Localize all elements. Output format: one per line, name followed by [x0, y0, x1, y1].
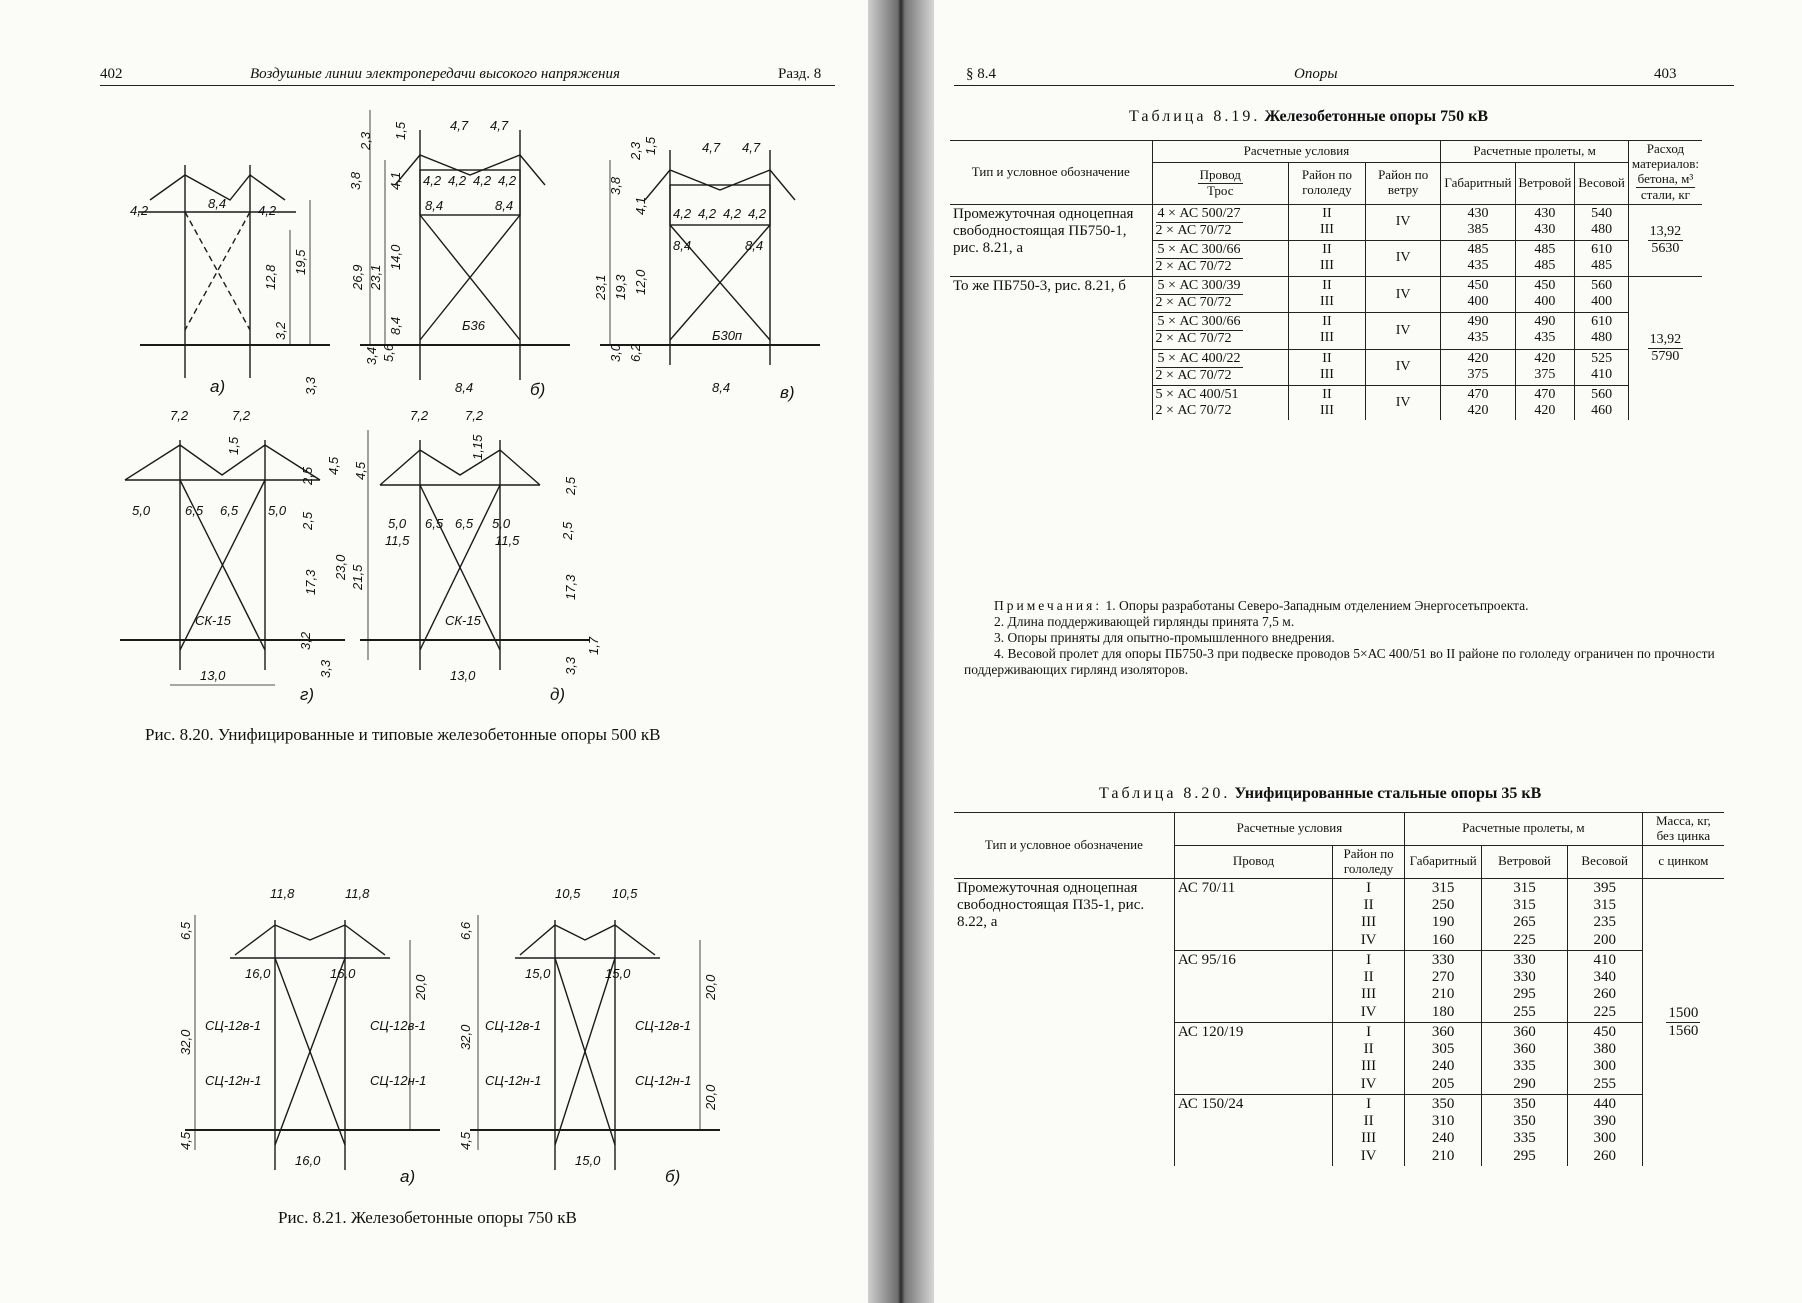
type-cell: Промежуточная одноцепная свободностоящая ПБ750-1, рис. 8.21, а: [950, 204, 1152, 276]
col-type: Тип и условное обозначение: [950, 141, 1152, 205]
figure-tag: б): [665, 1167, 681, 1186]
ice-cell: II III: [1289, 349, 1366, 385]
dim: 3,8: [348, 171, 363, 190]
dim: 1,7: [586, 636, 601, 655]
wind-cell: IV: [1365, 277, 1440, 313]
cable-value: 2 × АС 70/72: [1155, 402, 1232, 418]
table-number: Таблица 8.19.: [1129, 108, 1261, 125]
notes-label: Примечания:: [994, 598, 1103, 613]
dim: 8,4: [673, 238, 692, 253]
diagram-label: СЦ-12в-1: [370, 1018, 426, 1033]
weight-span-cell: 410 340 260 225: [1567, 950, 1642, 1022]
dim: 4,2: [130, 203, 149, 218]
weight-span-cell: 560 400: [1575, 277, 1629, 313]
col-ice: Район по гололеду: [1289, 163, 1366, 205]
wire-cell: АС 95/16: [1174, 950, 1332, 1022]
ice-cell: II III: [1289, 385, 1366, 420]
material-cell: [1628, 277, 1702, 420]
note: 3. Опоры приняты для опытно-промышленного внедрения.: [994, 630, 1335, 645]
dim: 6,5: [455, 516, 474, 531]
gab-cell: 420 375: [1441, 349, 1515, 385]
header-rule: [954, 85, 1734, 86]
dim: 23,1: [593, 274, 608, 300]
gab-cell: 330 270 210 180: [1405, 950, 1482, 1022]
steel-value: 5790: [1651, 349, 1680, 364]
gab-cell: 485 435: [1441, 240, 1515, 276]
wind-cell: IV: [1365, 385, 1440, 420]
wind-cell: IV: [1365, 349, 1440, 385]
weight-span-cell: 440 390 300 260: [1567, 1094, 1642, 1166]
dim: 10,5: [612, 886, 638, 901]
wind-cell: IV: [1365, 313, 1440, 349]
page-number: 402: [100, 66, 123, 82]
dim: 3,3: [318, 659, 333, 678]
cable-value: 2 × АС 70/72: [1155, 259, 1232, 275]
dim: 4,5: [458, 1131, 473, 1150]
dim: 7,2: [465, 408, 484, 423]
dim: 4,2: [423, 173, 442, 188]
weight-span-cell: 525 410: [1575, 349, 1629, 385]
dim: 8,4: [208, 196, 227, 211]
dim: 3,2: [298, 631, 313, 650]
col-gab: Габаритный: [1405, 845, 1482, 878]
dim: 4,1: [388, 171, 403, 190]
ice-cell: II III: [1289, 240, 1366, 276]
dim: 2,5: [300, 511, 315, 530]
wind-span-cell: 430 430: [1515, 204, 1575, 240]
dim: 8,4: [495, 198, 514, 213]
dim: 4,2: [673, 206, 692, 221]
wire-cell: АС 150/24: [1174, 1094, 1332, 1166]
wire-cell: [1152, 277, 1288, 313]
weight-span-cell: 560 460: [1575, 385, 1629, 420]
table-8-19-caption: [1129, 108, 1488, 126]
table-row: [950, 277, 1702, 313]
dim: 3,2: [273, 321, 288, 340]
note: 1. Опоры разработаны Северо-Западным отделением Энергосетьпроекта.: [1105, 598, 1529, 613]
weight-span-cell: 450 380 300 255: [1567, 1022, 1642, 1094]
dim: 21,5: [350, 564, 365, 590]
gab-cell: 360 305 240 205: [1405, 1022, 1482, 1094]
dim: 8,4: [425, 198, 444, 213]
dim: 20,0: [703, 1084, 718, 1110]
wire-value: 4 × АС 500/27: [1156, 206, 1243, 223]
wind-span-cell: 450 400: [1515, 277, 1575, 313]
weight-span-cell: 610 480: [1575, 313, 1629, 349]
dim: 12,8: [263, 264, 278, 290]
wire-cell: [1152, 313, 1288, 349]
wire-value: 5 × АС 300/39: [1156, 278, 1243, 295]
col-wire-label: Провод: [1199, 166, 1241, 182]
dim: 11,8: [270, 886, 295, 901]
wire-value: 5 × АС 400/51: [1155, 386, 1239, 402]
concrete-value: 13,92: [1648, 332, 1684, 349]
table-row: [954, 878, 1724, 950]
col-mass: [1642, 813, 1724, 846]
figure-8-20: [0, 100, 868, 820]
dim: 4,5: [178, 1131, 193, 1150]
dim: 4,7: [490, 118, 509, 133]
wire-cell: АС 120/19: [1174, 1022, 1332, 1094]
col-material: [1628, 141, 1702, 205]
dim: 8,4: [745, 238, 764, 253]
wire-value: 5 × АС 300/66: [1156, 314, 1243, 331]
dim: 7,2: [232, 408, 251, 423]
table-title: Унифицированные стальные опоры 35 кВ: [1234, 785, 1542, 802]
wind-span-cell: 470 420: [1515, 385, 1575, 420]
material-cell: [1628, 204, 1702, 276]
wind-span-cell: 350 350 335 295: [1482, 1094, 1567, 1166]
dim: 15,0: [575, 1153, 601, 1168]
dim: 17,3: [563, 574, 578, 600]
wire-value: 5 × АС 400/22: [1156, 351, 1243, 368]
table-8-19: [950, 140, 1702, 420]
dim: 7,2: [410, 408, 429, 423]
dim: 4,7: [450, 118, 469, 133]
tower-diagram-d: [350, 408, 601, 704]
dim: 4,2: [258, 203, 277, 218]
header-rule: [100, 85, 835, 86]
col-conditions: Расчетные условия: [1174, 813, 1404, 846]
dim: 4,2: [498, 173, 517, 188]
gab-cell: 470 420: [1441, 385, 1515, 420]
table-notes: [964, 598, 1734, 678]
concrete-value: 13,92: [1648, 224, 1684, 241]
ice-cell: I II III IV: [1333, 1094, 1405, 1166]
col-gab: Габаритный: [1441, 163, 1515, 205]
col-without-zinc: без цинка: [1656, 827, 1711, 843]
col-steel: стали, кг: [1640, 186, 1690, 202]
note: 4. Весовой пролет для опоры ПБ750-3 при подвеске проводов 5×АС 400/51 во II районе по гололеду ограничен по прочности поддерживающих гирлянд изоляторов.: [964, 646, 1715, 677]
wind-span-cell: 420 375: [1515, 349, 1575, 385]
cable-value: 2 × АС 70/72: [1155, 331, 1232, 347]
weight-span-cell: 540 480: [1575, 204, 1629, 240]
dim: 17,3: [303, 569, 318, 595]
figure-tag: а): [210, 377, 226, 396]
dim: 2,5: [563, 476, 578, 495]
figure-tag: а): [400, 1167, 416, 1186]
dim: 3,0: [608, 343, 623, 362]
dim: 1,5: [393, 121, 408, 140]
cable-value: 2 × АС 70/72: [1155, 222, 1232, 238]
tower-diagram-b: [458, 886, 720, 1186]
dim: 15,0: [605, 966, 631, 981]
cable-value: 2 × АС 70/72: [1155, 295, 1232, 311]
col-mass-label: Масса, кг,: [1655, 813, 1711, 828]
dim: 13,0: [450, 668, 476, 683]
dim: 8,4: [388, 316, 403, 335]
figure-8-21: [0, 880, 868, 1210]
note: 2. Длина поддерживающей гирлянды принята 7,5 м.: [994, 614, 1295, 629]
wind-span-cell: 315 315 265 225: [1482, 878, 1567, 950]
dim: 20,0: [703, 974, 718, 1000]
page-number: 403: [1654, 66, 1677, 82]
dim: 5,0: [388, 516, 407, 531]
ice-cell: II III: [1289, 313, 1366, 349]
figure-caption-8-20: Рис. 8.20. Унифицированные и типовые железобетонные опоры 500 кВ: [145, 725, 661, 744]
weight-span-cell: 395 315 235 200: [1567, 878, 1642, 950]
figure-caption-8-21: Рис. 8.21. Железобетонные опоры 750 кВ: [278, 1208, 577, 1227]
col-ice: Район по гололеду: [1333, 845, 1405, 878]
dim: 6,5: [220, 503, 239, 518]
table-8-20-caption: [1099, 785, 1541, 803]
diagram-label: СК-15: [445, 613, 481, 628]
dim: 8,4: [712, 380, 731, 395]
mass-cell: [1642, 878, 1724, 1166]
type-cell: То же ПБ750-3, рис. 8.21, б: [950, 277, 1152, 420]
table-number: Таблица 8.20.: [1099, 785, 1231, 802]
wire-value: 5 × АС 300/66: [1156, 242, 1243, 259]
mass-without-value: 1500: [1666, 1005, 1700, 1023]
dim: 13,0: [200, 668, 226, 683]
left-page: [0, 0, 868, 1303]
col-concrete: бетона, м³: [1637, 170, 1694, 186]
table-title: Железобетонные опоры 750 кВ: [1264, 108, 1489, 125]
dim: 11,5: [495, 533, 520, 548]
col-wind-span: Ветровой: [1515, 163, 1575, 205]
dim: 2,5: [560, 521, 575, 540]
dim: 4,2: [723, 206, 742, 221]
dim: 5,0: [492, 516, 511, 531]
wind-span-cell: 360 360 335 290: [1482, 1022, 1567, 1094]
gab-cell: 490 435: [1441, 313, 1515, 349]
dim: 15,0: [525, 966, 551, 981]
ice-cell: II III: [1289, 277, 1366, 313]
dim: 23,1: [368, 264, 383, 290]
dim: 4,5: [326, 456, 341, 475]
dim: 5,6: [381, 343, 396, 362]
col-cable-label: Трос: [1206, 182, 1234, 198]
dim: 6,6: [458, 921, 473, 940]
dim: 19,5: [293, 249, 308, 275]
ice-cell: I II III IV: [1333, 878, 1405, 950]
dim: 16,0: [245, 966, 271, 981]
wire-cell: [1152, 204, 1288, 240]
col-material-label: Расход материалов:: [1631, 141, 1699, 171]
note-line: [964, 598, 1734, 614]
dim: 14,0: [388, 244, 403, 270]
dim: 4,2: [448, 173, 467, 188]
table-8-20: [954, 812, 1724, 1166]
dim: 8,4: [455, 380, 474, 395]
wind-span-cell: 330 330 295 255: [1482, 950, 1567, 1022]
dim: 4,1: [633, 196, 648, 215]
dim: 16,0: [295, 1153, 321, 1168]
dim: 2,3: [358, 131, 373, 150]
dim: 12,0: [633, 269, 648, 295]
running-title: Воздушные линии электропередачи высокого напряжения: [250, 66, 620, 82]
section-label: Разд. 8: [778, 66, 822, 82]
running-title: Опоры: [1294, 66, 1338, 82]
dim: 5,0: [132, 503, 151, 518]
dim: 11,8: [345, 886, 370, 901]
gab-cell: 450 400: [1441, 277, 1515, 313]
dim: 4,7: [742, 140, 761, 155]
dim: 6,5: [185, 503, 204, 518]
dim: 1,5: [643, 136, 658, 155]
dim: 4,2: [748, 206, 767, 221]
figure-tag: г): [300, 685, 315, 704]
col-type: Тип и условное обозначение: [954, 813, 1174, 879]
dim: 6,2: [628, 343, 643, 362]
weight-span-cell: 610 485: [1575, 240, 1629, 276]
tower-diagram-g: [120, 408, 348, 704]
col-weight-span: Весовой: [1575, 163, 1629, 205]
mass-with-value: 1560: [1668, 1022, 1699, 1039]
wire-cell: АС 70/11: [1174, 878, 1332, 950]
gab-cell: 430 385: [1441, 204, 1515, 240]
dim: 32,0: [178, 1029, 193, 1055]
dim: 19,3: [613, 274, 628, 300]
dim: 7,2: [170, 408, 189, 423]
dim: 23,0: [333, 554, 348, 580]
col-wind-span: Ветровой: [1482, 845, 1567, 878]
ice-cell: I II III IV: [1333, 1022, 1405, 1094]
dim: 2,3: [628, 141, 643, 160]
diagram-label: СЦ-12н-1: [205, 1073, 262, 1088]
col-wire: Провод: [1174, 845, 1332, 878]
wind-cell: IV: [1365, 204, 1440, 240]
dim: 1,15: [470, 434, 485, 460]
book-gutter: [868, 0, 934, 1303]
wire-cell: [1152, 240, 1288, 276]
col-wind: Район по ветру: [1365, 163, 1440, 205]
ice-cell: II III: [1289, 204, 1366, 240]
diagram-label: СЦ-12в-1: [205, 1018, 261, 1033]
steel-value: 5630: [1651, 240, 1680, 256]
dim: 6,5: [178, 921, 193, 940]
diagram-label: СК-15: [195, 613, 231, 628]
ice-cell: I II III IV: [1333, 950, 1405, 1022]
dim: 3,8: [608, 176, 623, 195]
col-spans: Расчетные пролеты, м: [1405, 813, 1643, 846]
diagram-label: СЦ-12в-1: [485, 1018, 541, 1033]
dim: 4,7: [702, 140, 721, 155]
wire-cell: [1152, 385, 1288, 420]
col-with-zinc: с цинком: [1642, 845, 1724, 878]
dim: 4,2: [473, 173, 492, 188]
figure-tag: в): [780, 383, 795, 402]
diagram-label: Б30п: [712, 328, 743, 343]
right-page: [934, 0, 1802, 1303]
dim: 26,9: [350, 264, 365, 290]
dim: 4,5: [353, 461, 368, 480]
dim: 2,5: [300, 466, 315, 485]
dim: 5,0: [268, 503, 287, 518]
diagram-label: Б36: [462, 318, 485, 333]
dim: 20,0: [413, 974, 428, 1000]
table-row: [950, 204, 1702, 240]
dim: 3,4: [364, 346, 379, 365]
gab-cell: 350 310 240 210: [1405, 1094, 1482, 1166]
tower-diagram-a: [130, 165, 330, 396]
dim: 10,5: [555, 886, 581, 901]
dim: 32,0: [458, 1024, 473, 1050]
gab-cell: 315 250 190 160: [1405, 878, 1482, 950]
type-cell: Промежуточная одноцепная свободностоящая П35-1, рис. 8.22, а: [954, 878, 1174, 1166]
dim: 3,3: [303, 376, 318, 395]
diagram-label: СЦ-12н-1: [370, 1073, 427, 1088]
wire-cell: [1152, 349, 1288, 385]
dim: 4,2: [698, 206, 717, 221]
wind-cell: IV: [1365, 240, 1440, 276]
diagram-label: СЦ-12н-1: [635, 1073, 692, 1088]
section-label: § 8.4: [966, 66, 996, 82]
diagram-label: СЦ-12н-1: [485, 1073, 542, 1088]
dim: 16,0: [330, 966, 356, 981]
dim: 3,3: [563, 656, 578, 675]
wind-span-cell: 490 435: [1515, 313, 1575, 349]
tower-diagram-b: [348, 110, 570, 399]
col-wire: [1152, 163, 1288, 205]
dim: 11,5: [385, 533, 410, 548]
cable-value: 2 × АС 70/72: [1155, 367, 1232, 383]
tower-diagram-a: [178, 886, 440, 1186]
col-weight-span: Весовой: [1567, 845, 1642, 878]
figure-tag: д): [550, 685, 566, 704]
tower-diagram-v: [593, 136, 820, 402]
dim: 1,5: [226, 436, 241, 455]
col-conditions: Расчетные условия: [1152, 141, 1441, 163]
figure-tag: б): [530, 380, 546, 399]
diagram-label: СЦ-12в-1: [635, 1018, 691, 1033]
wind-span-cell: 485 485: [1515, 240, 1575, 276]
col-spans: Расчетные пролеты, м: [1441, 141, 1628, 163]
dim: 6,5: [425, 516, 444, 531]
